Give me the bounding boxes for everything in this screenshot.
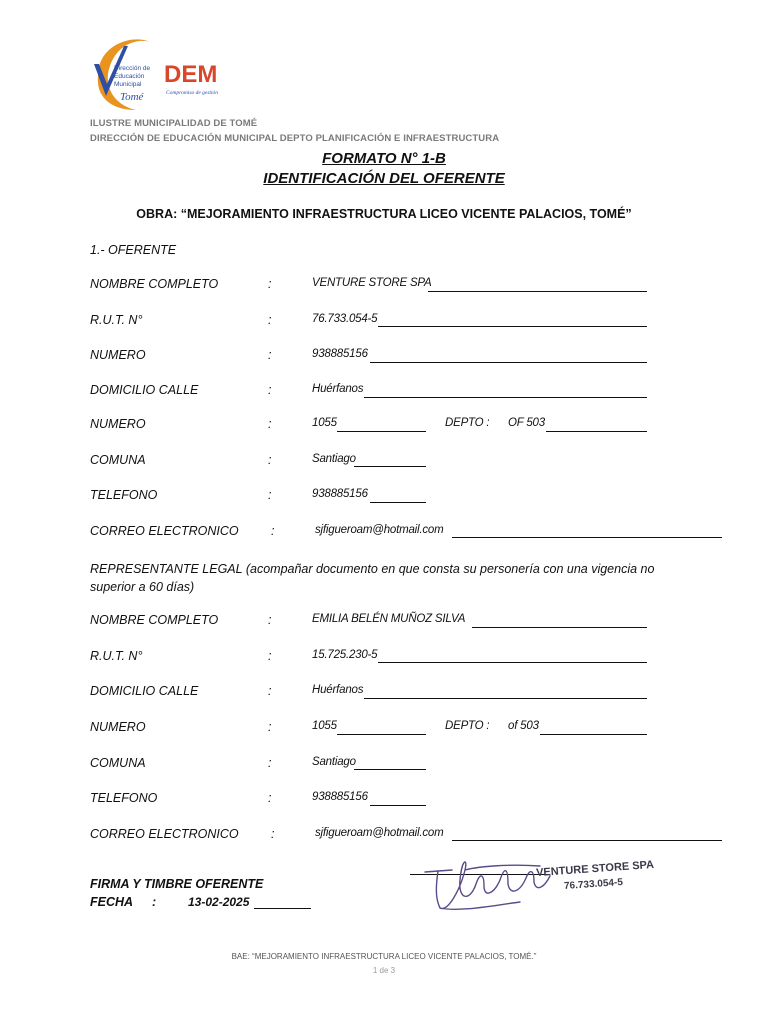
underline — [428, 291, 647, 292]
oferente-telefono-label: TELEFONO — [90, 488, 158, 502]
colon: : — [268, 613, 272, 627]
logo-brand: DEM — [164, 61, 218, 88]
rep-numero-value[interactable]: 1055 — [312, 720, 337, 732]
form-number-title: FORMATO N° 1-B — [322, 150, 446, 167]
signature-icon — [410, 850, 580, 920]
rep-rut-label: R.U.T. N° — [90, 649, 143, 663]
rep-domicilio-label: DOMICILIO CALLE — [90, 684, 199, 698]
colon: : — [268, 348, 272, 362]
stamp-company: VENTURE STORE SPA — [535, 858, 655, 880]
colon: : — [268, 720, 272, 734]
form-title: IDENTIFICACIÓN DEL OFERENTE — [263, 170, 505, 187]
underline — [452, 840, 722, 841]
oferente-rut-value[interactable]: 76.733.054-5 — [312, 313, 378, 325]
oferente-nombre-value[interactable]: VENTURE STORE SPA — [312, 277, 432, 289]
oferente-numero2-value[interactable]: 1055 — [312, 417, 337, 429]
logo-line1: Dirección de — [114, 65, 151, 72]
colon: : — [268, 383, 272, 397]
underline — [354, 466, 426, 467]
colon: : — [271, 827, 275, 841]
logo-tagline: Compromiso de gestión — [166, 90, 219, 96]
underline — [370, 805, 426, 806]
oferente-correo-label: CORREO ELECTRONICO — [90, 524, 239, 538]
colon: : — [268, 684, 272, 698]
fecha-colon: : — [152, 895, 157, 909]
logo-line2: Educación — [114, 73, 145, 80]
rep-nombre-value[interactable]: EMILIA BELÉN MUÑOZ SILVA — [312, 613, 466, 625]
rep-correo-label: CORREO ELECTRONICO — [90, 827, 239, 841]
colon: : — [268, 313, 272, 327]
rep-depto-label: DEPTO : — [445, 720, 490, 732]
oferente-telefono-value[interactable]: 938885156 — [312, 488, 368, 500]
logo-line4: Tomé — [120, 91, 144, 103]
underline — [337, 431, 426, 432]
rep-nombre-label: NOMBRE COMPLETO — [90, 613, 219, 627]
rep-comuna-label: COMUNA — [90, 756, 146, 770]
rep-domicilio-value[interactable]: Huérfanos — [312, 684, 364, 696]
rep-correo-value[interactable]: sjfigueroam@hotmail.com — [315, 827, 444, 839]
dem-logo — [88, 34, 248, 114]
obra-title: OBRA: “MEJORAMIENTO INFRAESTRUCTURA LICEO VICENTE PALACIOS, TOMÉ” — [136, 207, 632, 221]
underline — [337, 734, 426, 735]
fecha-value[interactable]: 13-02-2025 — [188, 895, 250, 909]
section-oferente: 1.- OFERENTE — [90, 243, 177, 257]
page-number: 1 de 3 — [372, 966, 396, 975]
rep-depto-value[interactable]: of 503 — [508, 720, 539, 732]
org-department: DIRECCIÓN DE EDUCACIÓN MUNICIPAL DEPTO PLANIFICACIÓN E INFRAESTRUCTURA — [90, 133, 500, 144]
org-name: ILUSTRE MUNICIPALIDAD DE TOMÉ — [90, 118, 258, 129]
underline — [370, 502, 426, 503]
underline — [254, 908, 311, 909]
oferente-numero-value[interactable]: 938885156 — [312, 348, 368, 360]
oferente-rut-label: R.U.T. N° — [90, 313, 143, 327]
colon: : — [271, 524, 275, 538]
underline — [378, 662, 647, 663]
underline — [370, 362, 647, 363]
fecha-label: FECHA — [90, 895, 134, 909]
oferente-correo-value[interactable]: sjfigueroam@hotmail.com — [315, 524, 444, 536]
rep-rut-value[interactable]: 15.725.230-5 — [312, 649, 378, 661]
colon: : — [268, 488, 272, 502]
footer-text: BAE: “MEJORAMIENTO INFRAESTRUCTURA LICEO VICENTE PALACIOS, TOMÉ.” — [231, 952, 537, 961]
oferente-comuna-value[interactable]: Santiago — [312, 453, 356, 465]
underline — [540, 734, 647, 735]
oferente-depto-label: DEPTO : — [445, 417, 490, 429]
rep-telefono-label: TELEFONO — [90, 791, 158, 805]
oferente-nombre-label: NOMBRE COMPLETO — [90, 277, 219, 291]
underline — [452, 537, 722, 538]
underline — [378, 326, 647, 327]
colon: : — [268, 453, 272, 467]
rep-telefono-value[interactable]: 938885156 — [312, 791, 368, 803]
rep-comuna-value[interactable]: Santiago — [312, 756, 356, 768]
colon: : — [268, 649, 272, 663]
oferente-domicilio-label: DOMICILIO CALLE — [90, 383, 199, 397]
colon: : — [268, 417, 272, 431]
underline — [546, 431, 647, 432]
colon: : — [268, 791, 272, 805]
underline — [364, 698, 647, 699]
oferente-numero-label: NUMERO — [90, 348, 146, 362]
oferente-depto-value[interactable]: OF 503 — [508, 417, 545, 429]
stamp-rut: 76.733.054-5 — [563, 876, 624, 893]
underline — [364, 397, 647, 398]
section-representante: REPRESENTANTE LEGAL (acompañar documento en que consta su personería con una vigencia no superior a 60 días) — [90, 562, 655, 594]
oferente-numero2-label: NUMERO — [90, 417, 146, 431]
colon: : — [268, 756, 272, 770]
underline — [354, 769, 426, 770]
firma-label: FIRMA Y TIMBRE OFERENTE — [90, 877, 264, 891]
rep-numero-label: NUMERO — [90, 720, 146, 734]
underline — [472, 627, 647, 628]
oferente-comuna-label: COMUNA — [90, 453, 146, 467]
colon: : — [268, 277, 272, 291]
logo-line3: Municipal — [114, 81, 142, 88]
oferente-domicilio-value[interactable]: Huérfanos — [312, 383, 364, 395]
